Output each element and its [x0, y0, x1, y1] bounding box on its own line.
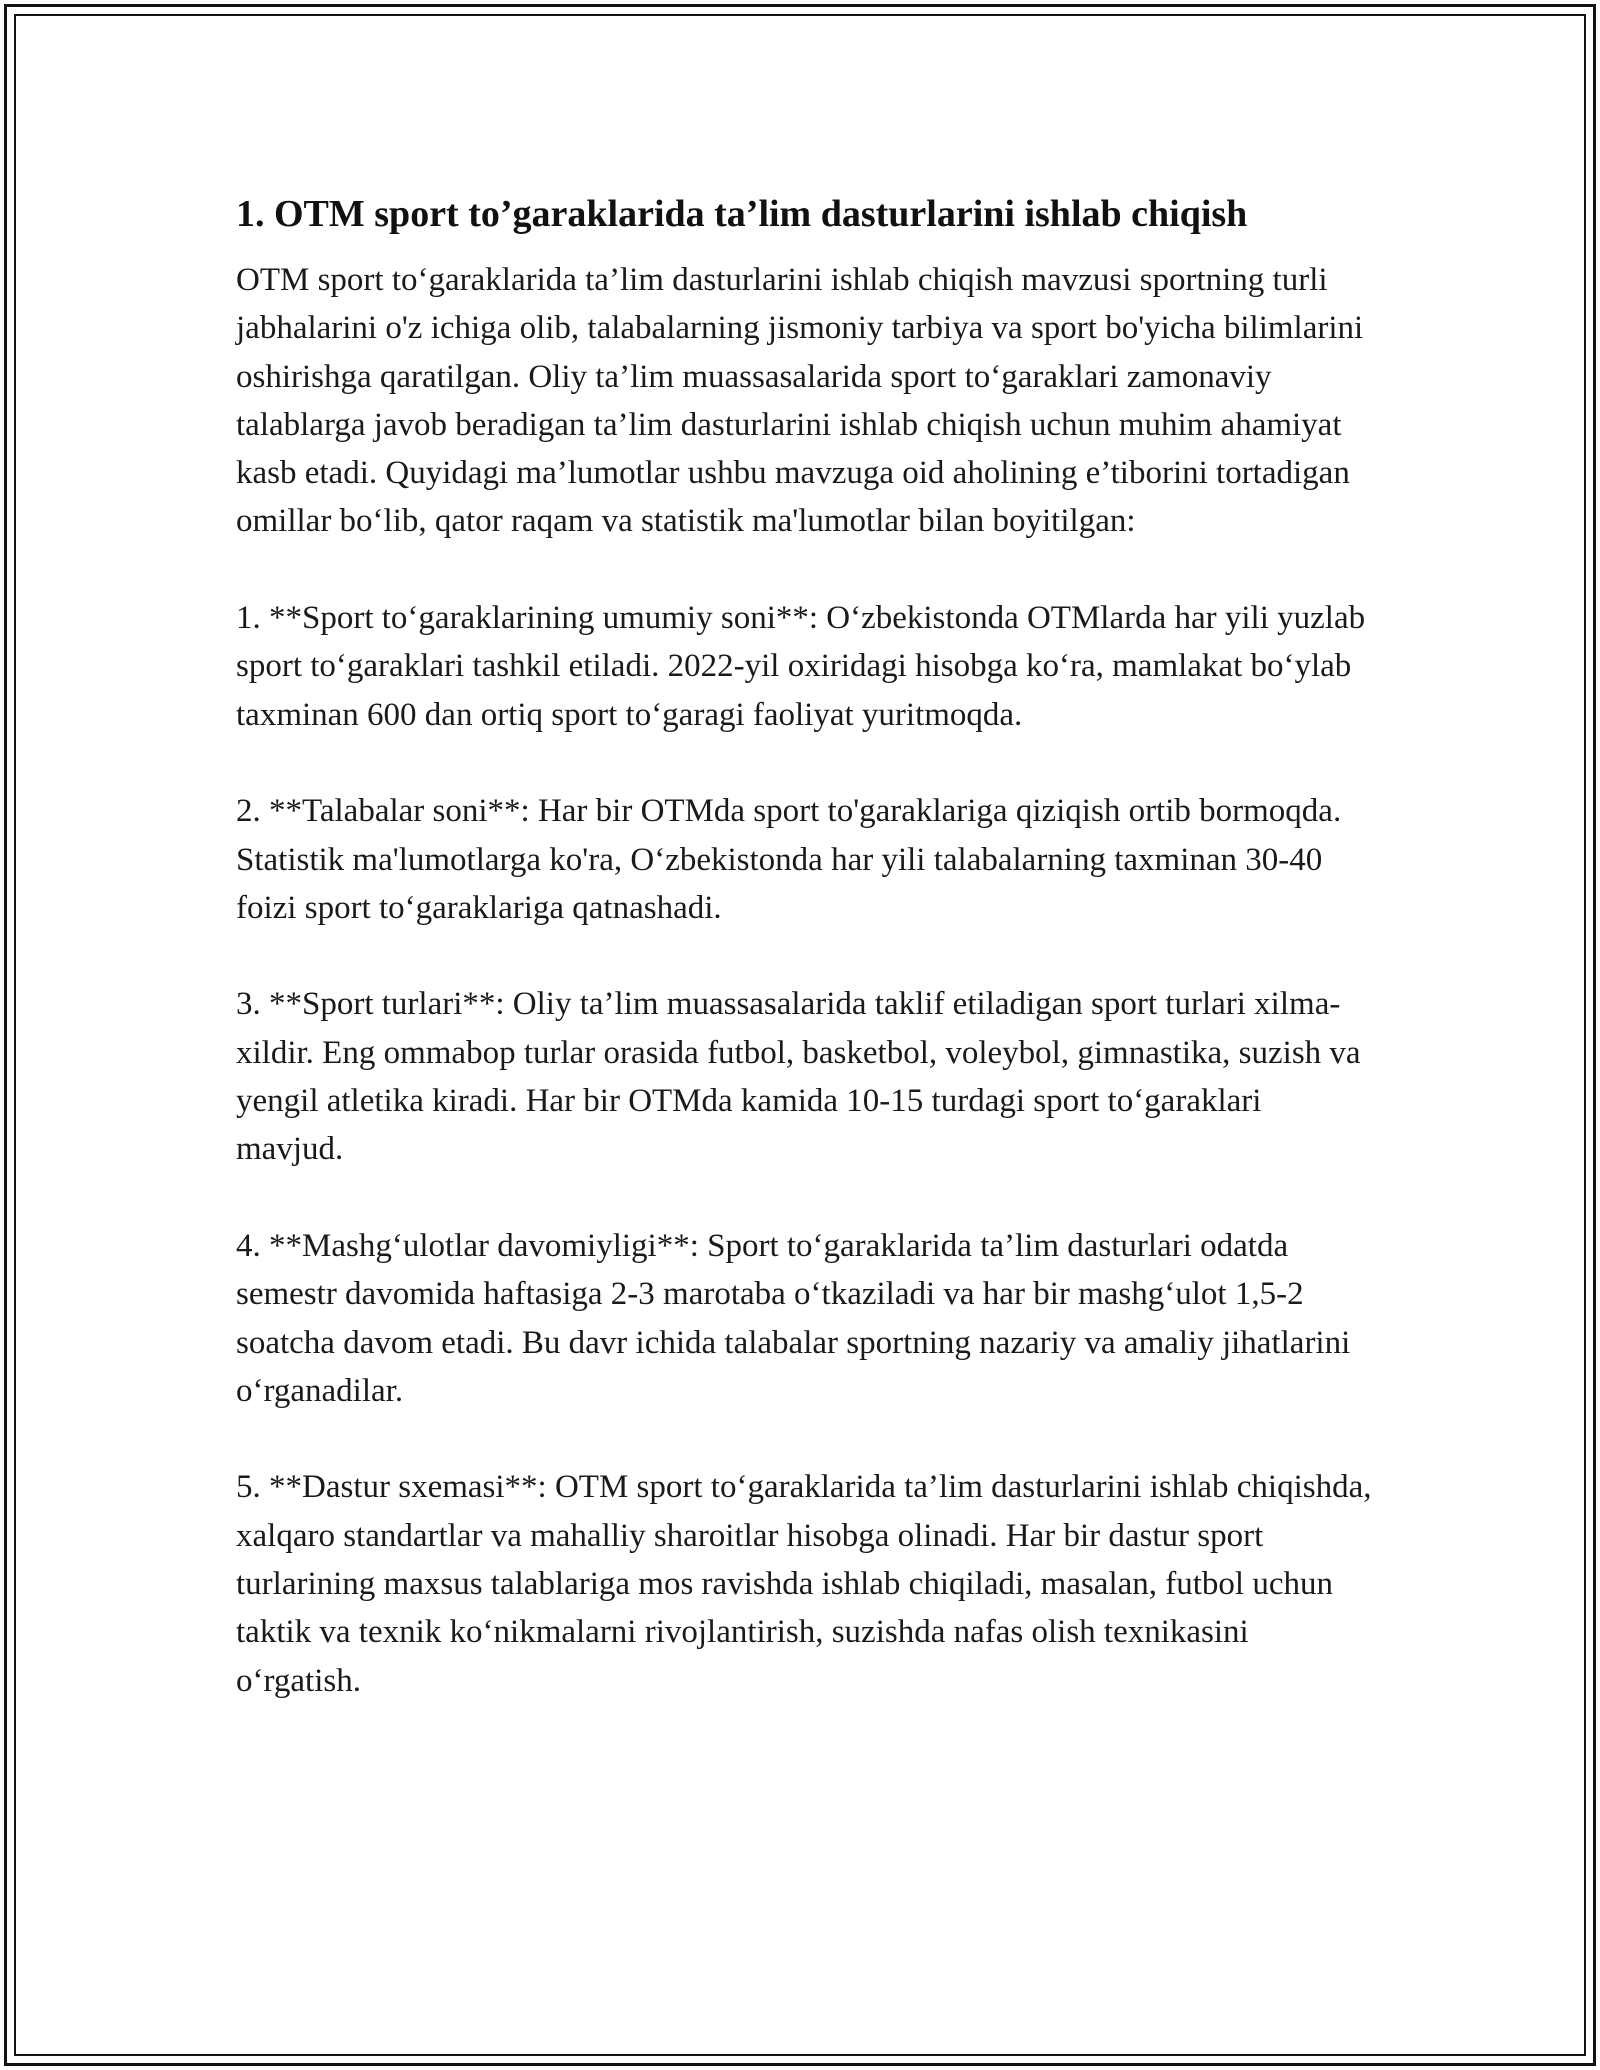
list-item-students-count: 2. **Talabalar soni**: Har bir OTMda sport to'garaklariga qiziqish ortib bormoqda. Statistik ma'lumotlarga ko'ra, O‘zbekistonda har yili talabalarning taxminan 30-40 foizi sport to‘garaklariga qatnashadi. [236, 793, 1342, 926]
list-item-training-duration: 4. **Mashg‘ulotlar davomiyligi**: Sport to‘garaklarida ta’lim dasturlari odatda semestr davomida haftasiga 2-3 marotaba o‘tkaziladi va har bir mashg‘ulot 1,5-2 soatcha davom etadi. Bu davr ichida talabalar sportning nazariy va amaliy jihatlarini o‘rganadilar. [236, 1227, 1351, 1409]
list-item-program-scheme: 5. **Dastur sxemasi**: OTM sport to‘garaklarida ta’lim dasturlarini ishlab chiqishda, xalqaro standartlar va mahalliy sharoitlar hisobga olinadi. Har bir dastur sport turlarining maxsus talablariga mos ravishda ishlab chiqiladi, masalan, futbol uchun taktik va texnik ko‘nikmalarni rivojlantirish, suzishda nafas olish texnikasini o‘rgatish. [236, 1469, 1372, 1699]
document-title: 1. OTM sport to’garaklarida ta’lim dasturlarini ishlab chiqish [236, 193, 1248, 235]
list-item-sport-clubs-count: 1. **Sport to‘garaklarining umumiy soni**: O‘zbekistonda OTMlarda har yili yuzlab sport to‘garaklari tashkil etiladi. 2022-yil oxiridagi hisobga ko‘ra, mamlakat bo‘ylab taxminan 600 dan ortiq sport to‘garagi faoliyat yuritmoqda. [236, 600, 1366, 733]
list-item-sport-types: 3. **Sport turlari**: Oliy ta’lim muassasalarida taklif etiladigan sport turlari xilma-xildir. Eng ommabop turlar orasida futbol, basketbol, voleybol, gimnastika, suzish va yengil atletika kiradi. Har bir OTMda kamida 10-15 turdagi sport to‘garaklari mavjud. [236, 986, 1361, 1168]
intro-paragraph: OTM sport to‘garaklarida ta’lim dasturlarini ishlab chiqish mavzusi sportning turli jabhalarini o'z ichiga olib, talabalarning jismoniy tarbiya va sport bo'yicha bilimlarini oshirishga qaratilgan. Oliy ta’lim muassasalarida sport to‘garaklari zamonaviy talablarga javob beradigan ta’lim dasturlarini ishlab chiqish uchun muhim ahamiyat kasb etadi. Quyidagi ma’lumotlar ushbu mavzuga oid aholining e’tiborini tortadigan omillar bo‘lib, qator raqam va statistik ma'lumotlar bilan boyitilgan: [236, 262, 1364, 540]
document-body [236, 186, 1376, 1753]
